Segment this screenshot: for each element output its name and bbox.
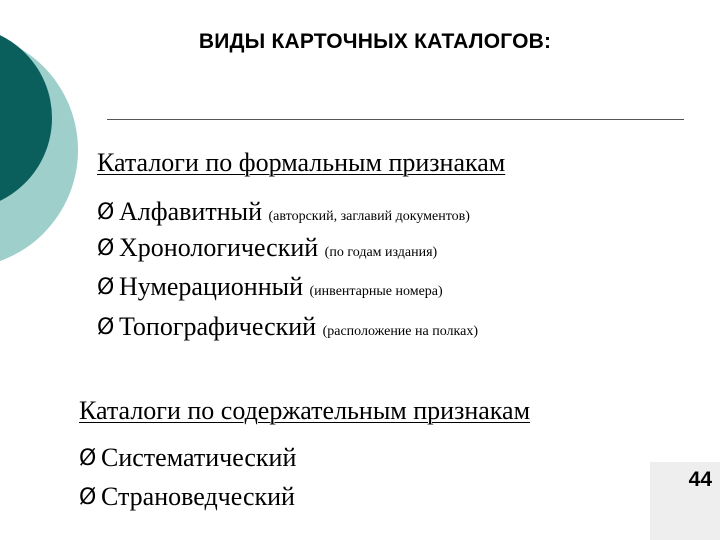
decorative-teal-circles [0,0,90,300]
list-item-chronological [97,233,437,268]
list-item-country-studies [79,482,295,513]
list-item-numerical [97,272,443,307]
item-label: Систематический [101,443,297,472]
item-label: Алфавитный [119,197,262,226]
item-note: (авторский, заглавий документов) [268,209,470,224]
item-label: Нумерационный [119,272,304,301]
arrow-bullet-icon: Ø [97,200,115,225]
item-label: Страноведческий [101,482,295,511]
item-note: (инвентарные номера) [309,284,443,299]
content-heading: Каталоги по содержательным признакам [79,396,531,425]
list-item-topographical [97,312,478,347]
item-note: (расположение на полках) [322,324,478,339]
arrow-bullet-icon: Ø [97,236,115,261]
list-item-systematic [79,443,296,474]
formal-heading: Каталоги по формальным признакам [97,148,506,177]
item-note: (по годам издания) [324,245,438,260]
list-item-alphabetical [97,197,470,232]
arrow-bullet-icon: Ø [97,275,115,300]
slide-title: ВИДЫ КАРТОЧНЫХ КАТАЛОГОВ: [198,30,552,53]
title-divider [107,119,684,120]
arrow-bullet-icon: Ø [79,446,97,471]
page-number: 44 [688,468,712,491]
item-label: Топографический [119,312,317,341]
item-label: Хронологический [119,233,319,262]
arrow-bullet-icon: Ø [79,485,97,510]
arrow-bullet-icon: Ø [97,315,115,340]
